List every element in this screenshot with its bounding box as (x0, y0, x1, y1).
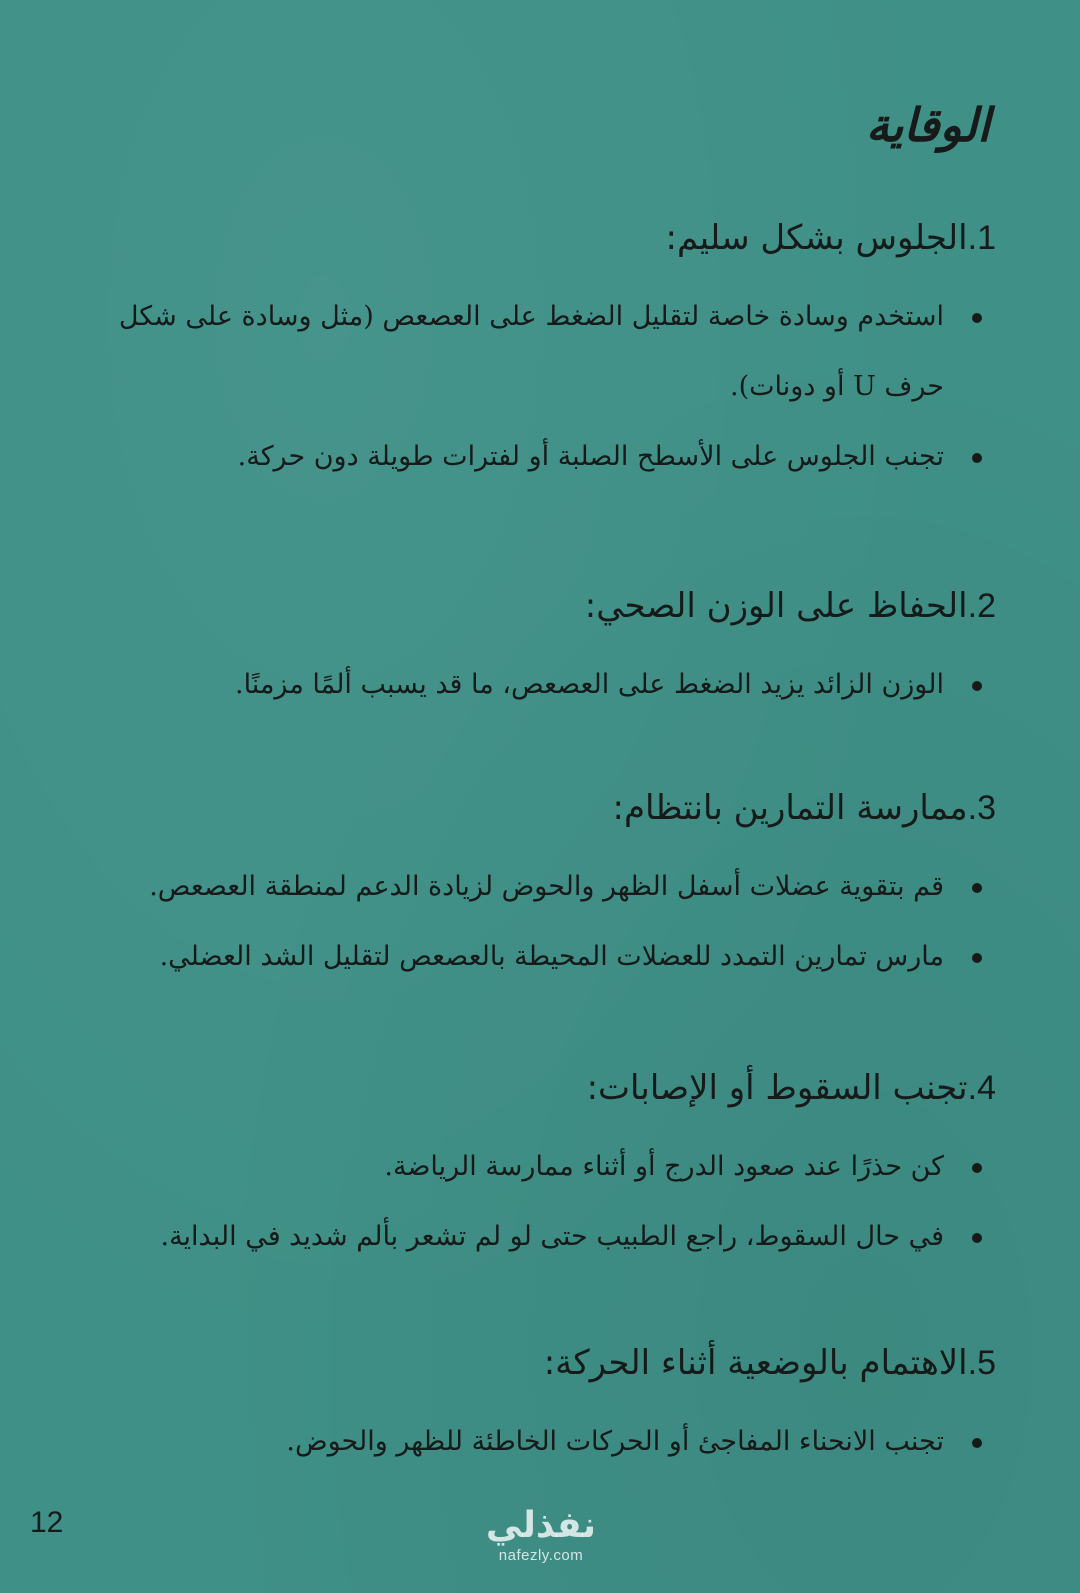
section-heading-text: الحفاظ على الوزن الصحي: (584, 586, 968, 626)
watermark-url: nafezly.com (498, 1547, 584, 1564)
bullet-item: الوزن الزائد يزيد الضغط على العصعص، ما قد يسبب ألمًا مزمنًا. (76, 650, 944, 720)
bullet-item: مارس تمارين التمدد للعضلات المحيطة بالعصعص لتقليل الشد العضلي. (76, 922, 944, 992)
section-number: 2. (967, 587, 996, 625)
page-title: الوقاية (865, 98, 990, 152)
bullet-item: تجنب الانحناء المفاجئ أو الحركات الخاطئة للظهر والحوض. (76, 1407, 944, 1477)
section-number: 3. (967, 789, 996, 827)
section-heading-text: الاهتمام بالوضعية أثناء الحركة: (543, 1343, 968, 1383)
bullet-item: تجنب الجلوس على الأسطح الصلبة أو لفترات طويلة دون حركة. (76, 422, 944, 492)
bullet-list (76, 1132, 996, 1272)
section-number: 1. (967, 219, 996, 257)
section-injury (76, 1066, 996, 1272)
bullet-list (76, 282, 996, 492)
section-number: 5. (967, 1344, 996, 1382)
section-heading (76, 1341, 996, 1385)
bullet-item: استخدم وسادة خاصة لتقليل الضغط على العصعص (مثل وسادة على شكل حرف U أو دونات). (76, 282, 944, 422)
section-weight (76, 584, 996, 720)
section-heading (76, 786, 996, 830)
section-exercise (76, 786, 996, 992)
section-sitting (76, 216, 996, 492)
section-heading-text: الجلوس بشكل سليم: (665, 218, 968, 258)
watermark-logo-text: نفذلي (485, 1505, 597, 1546)
section-heading (76, 584, 996, 628)
bullet-item: كن حذرًا عند صعود الدرج أو أثناء ممارسة الرياضة. (76, 1132, 944, 1202)
section-heading-text: ممارسة التمارين بانتظام: (612, 788, 968, 828)
bullet-item: قم بتقوية عضلات أسفل الظهر والحوض لزيادة الدعم لمنطقة العصعص. (76, 852, 944, 922)
page-number: 12 (30, 1506, 64, 1539)
bullet-list (76, 650, 996, 720)
section-heading (76, 1066, 996, 1110)
bullet-list (76, 852, 996, 992)
section-heading (76, 216, 996, 260)
bullet-item: في حال السقوط، راجع الطبيب حتى لو لم تشعر بألم شديد في البداية. (76, 1202, 944, 1272)
bullet-list (76, 1407, 996, 1477)
section-posture (76, 1341, 996, 1477)
watermark-logo (466, 1506, 616, 1566)
section-number: 4. (967, 1069, 996, 1107)
section-heading-text: تجنب السقوط أو الإصابات: (586, 1068, 968, 1108)
